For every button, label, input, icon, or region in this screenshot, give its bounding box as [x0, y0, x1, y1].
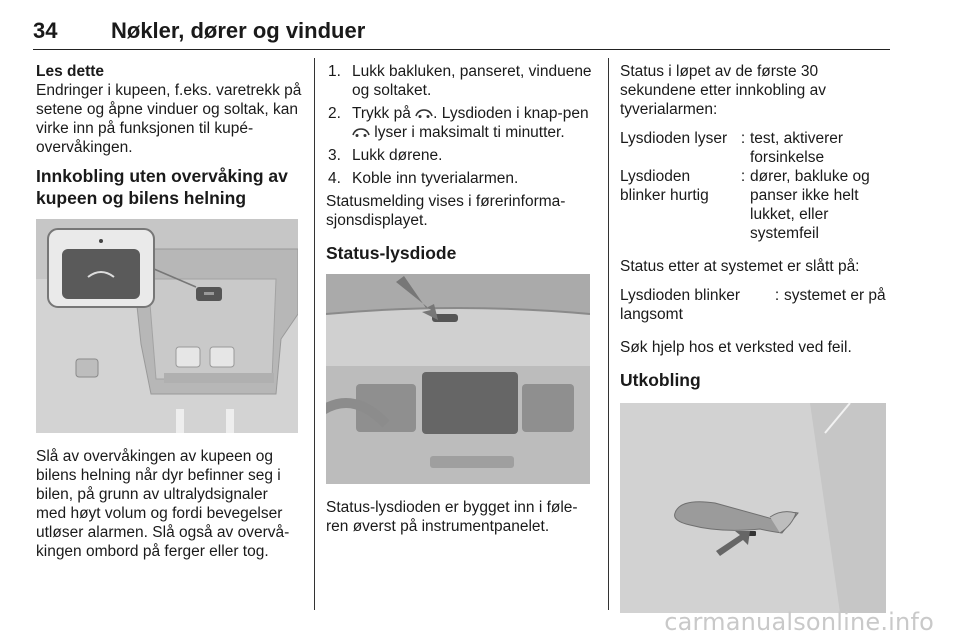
step-text: Trykk på — [352, 105, 416, 122]
step-number: 4. — [328, 170, 341, 187]
dashboard-illustration — [326, 274, 590, 484]
table-cell: : — [740, 168, 746, 185]
list-item — [326, 62, 596, 100]
table-row — [620, 286, 890, 324]
column-3 — [620, 62, 890, 613]
image-caption: Status-lysdioden er bygget inn i føle-ren øverst på instrumentpanelet. — [326, 499, 578, 535]
page-header — [33, 18, 890, 50]
page-title: Nøkler, dører og vinduer — [111, 18, 366, 43]
watermark: carmanualsonline.info — [664, 608, 934, 636]
status-intro: Status i løpet av de første 30 sekundene etter innkobling av tyverialarmen: — [620, 63, 826, 118]
table-cell: systemet er på — [784, 287, 886, 304]
section-heading: Status-lysdiode — [326, 243, 457, 263]
step-number: 1. — [328, 63, 341, 80]
page-number: 34 — [33, 18, 58, 43]
steps-list — [326, 62, 596, 188]
step-text: Koble inn tyverialarmen. — [352, 170, 519, 187]
roof-console-illustration — [36, 219, 298, 433]
help-text: Søk hjelp hos et verksted ved feil. — [620, 339, 852, 356]
step-text: . Lysdioden i knap-pen — [433, 105, 589, 122]
body-paragraph: Slå av overvåkingen av kupeen og bilens helning når dyr befinner seg i bilen, på grunn av ultralydsignaler med høyt volum og fordi bevegelser utløser alarmen. Slå også av overvå-kingen ombord på ferger eller tog. — [36, 448, 290, 560]
column-1 — [36, 62, 302, 561]
list-item — [326, 169, 596, 188]
status-table-after — [620, 286, 890, 324]
note-box — [36, 62, 302, 157]
status-table-initial — [620, 129, 890, 243]
status-message-text: Statusmelding vises i førerinforma-sjonsdisplayet. — [326, 193, 566, 229]
table-row — [620, 167, 890, 243]
car-alarm-icon — [352, 127, 370, 138]
step-number: 2. — [328, 105, 341, 122]
table-cell: Lysdioden blinker langsomt — [620, 287, 741, 323]
table-row — [620, 129, 890, 167]
column-divider — [608, 58, 609, 610]
step-text: lyser i maksimalt ti minutter. — [370, 124, 565, 141]
table-cell: dører, bakluke og panser ikke helt lukket, eller systemfeil — [750, 168, 870, 242]
column-2 — [326, 62, 596, 536]
car-alarm-icon — [415, 108, 433, 119]
section-heading: Utkobling — [620, 370, 701, 390]
table-cell: Lysdioden blinker hurtig — [620, 168, 709, 204]
table-cell: : — [740, 130, 746, 147]
section-heading: Innkobling uten overvåking av kupeen og bilens helning — [36, 166, 288, 208]
step-text: Lukk dørene. — [352, 147, 443, 164]
column-divider — [314, 58, 315, 610]
note-heading: Les dette — [36, 63, 105, 80]
table-cell: : — [774, 287, 780, 304]
list-item — [326, 146, 596, 165]
list-item — [326, 104, 596, 142]
step-text: Lukk bakluken, panseret, vinduene og soltaket. — [352, 63, 592, 99]
note-body: Endringer i kupeen, f.eks. varetrekk på setene og åpne vinduer og soltak, kan virke inn på funksjonen til kupé-overvåkingen. — [36, 82, 302, 156]
table-cell: Lysdioden lyser — [620, 130, 728, 147]
step-number: 3. — [328, 147, 341, 164]
status-after-label: Status etter at systemet er slått på: — [620, 258, 860, 275]
table-cell: test, aktiverer forsinkelse — [750, 130, 844, 166]
door-handle-illustration — [620, 403, 886, 613]
